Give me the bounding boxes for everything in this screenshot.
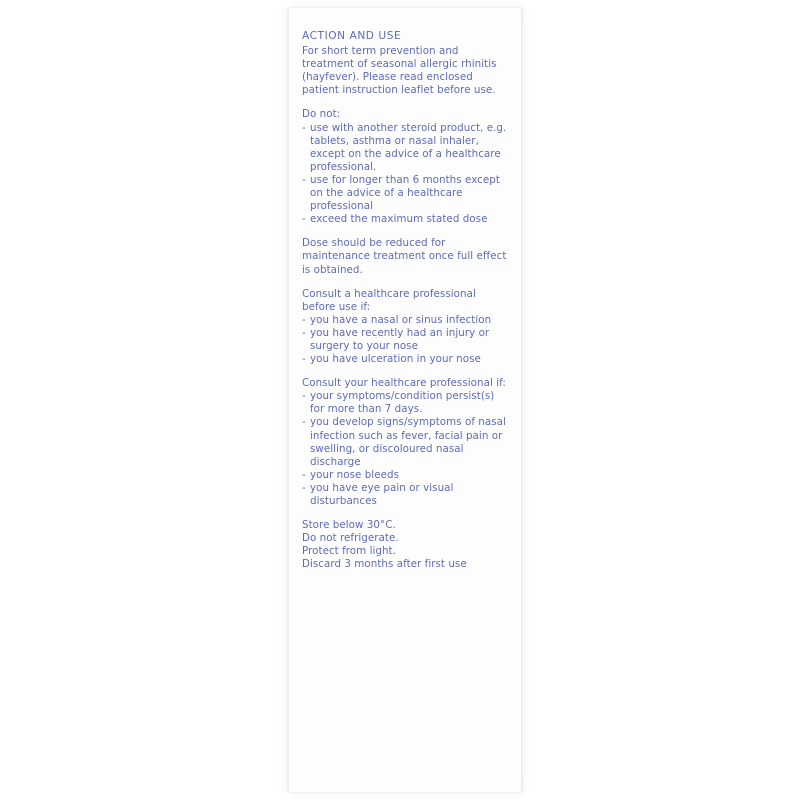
list-item-text: your symptoms/condition persist(s) for more than 7 days.	[310, 390, 495, 416]
do-not-label: Do not:	[302, 108, 341, 121]
storage-line: Do not refrigerate.	[302, 532, 399, 545]
list-item	[302, 174, 511, 213]
list-item-text: you have eye pain or visual disturbances	[310, 481, 454, 507]
bullet-dash: -	[302, 468, 306, 481]
list-item-text: use with another steroid product, e.g. tablets, asthma or nasal inhaler, except on the advice of a healthcare professional.	[310, 121, 507, 173]
spacer	[302, 226, 511, 237]
list-item	[302, 327, 511, 353]
list-item-text: exceed the maximum stated dose	[310, 213, 488, 226]
do-not-list	[302, 122, 511, 227]
bullet-dash: -	[302, 326, 306, 339]
bullet-dash: -	[302, 213, 306, 226]
list-item-text: your nose bleeds	[310, 468, 399, 481]
spacer	[302, 366, 511, 377]
storage-line: Store below 30°C.	[302, 519, 396, 532]
spacer	[302, 97, 511, 108]
list-item-text: you have ulceration in your nose	[310, 353, 481, 366]
intro-paragraph: For short term prevention and treatment of seasonal allergic rhinitis (hayfever). Please read enclosed patient instruction leaflet before use.	[302, 45, 497, 97]
list-item	[302, 390, 511, 416]
bullet-dash: -	[302, 353, 306, 366]
list-item	[302, 353, 511, 366]
storage-block	[302, 519, 511, 571]
consult-before-label: Consult a healthcare professional before use if:	[302, 287, 476, 313]
storage-line: Discard 3 months after first use	[302, 558, 467, 571]
list-item	[302, 482, 511, 508]
bullet-dash: -	[302, 390, 306, 403]
medicine-carton-panel	[288, 8, 522, 792]
spacer	[302, 277, 511, 288]
list-item	[302, 314, 511, 327]
bullet-dash: -	[302, 481, 306, 494]
consult-list	[302, 390, 511, 508]
consult-before-list	[302, 314, 511, 366]
section-heading-action-and-use: ACTION AND USE	[302, 30, 402, 42]
list-item	[302, 469, 511, 482]
carton-text-block	[302, 30, 511, 571]
list-item	[302, 213, 511, 226]
dose-note-paragraph: Dose should be reduced for maintenance treatment once full effect is obtained.	[302, 237, 507, 276]
list-item-text: you have recently had an injury or surgery to your nose	[310, 326, 490, 352]
list-item-text: you develop signs/symptoms of nasal infection such as fever, facial pain or swelling, or discoloured nasal discharge	[310, 416, 506, 468]
consult-label: Consult your healthcare professional if:	[302, 377, 506, 390]
spacer	[302, 508, 511, 519]
storage-line: Protect from light.	[302, 545, 396, 558]
bullet-dash: -	[302, 313, 306, 326]
list-item	[302, 122, 511, 174]
bullet-dash: -	[302, 173, 306, 186]
list-item	[302, 416, 511, 468]
bullet-dash: -	[302, 121, 306, 134]
list-item-text: you have a nasal or sinus infection	[310, 313, 492, 326]
list-item-text: use for longer than 6 months except on the advice of a healthcare professional	[310, 173, 500, 213]
bullet-dash: -	[302, 416, 306, 429]
